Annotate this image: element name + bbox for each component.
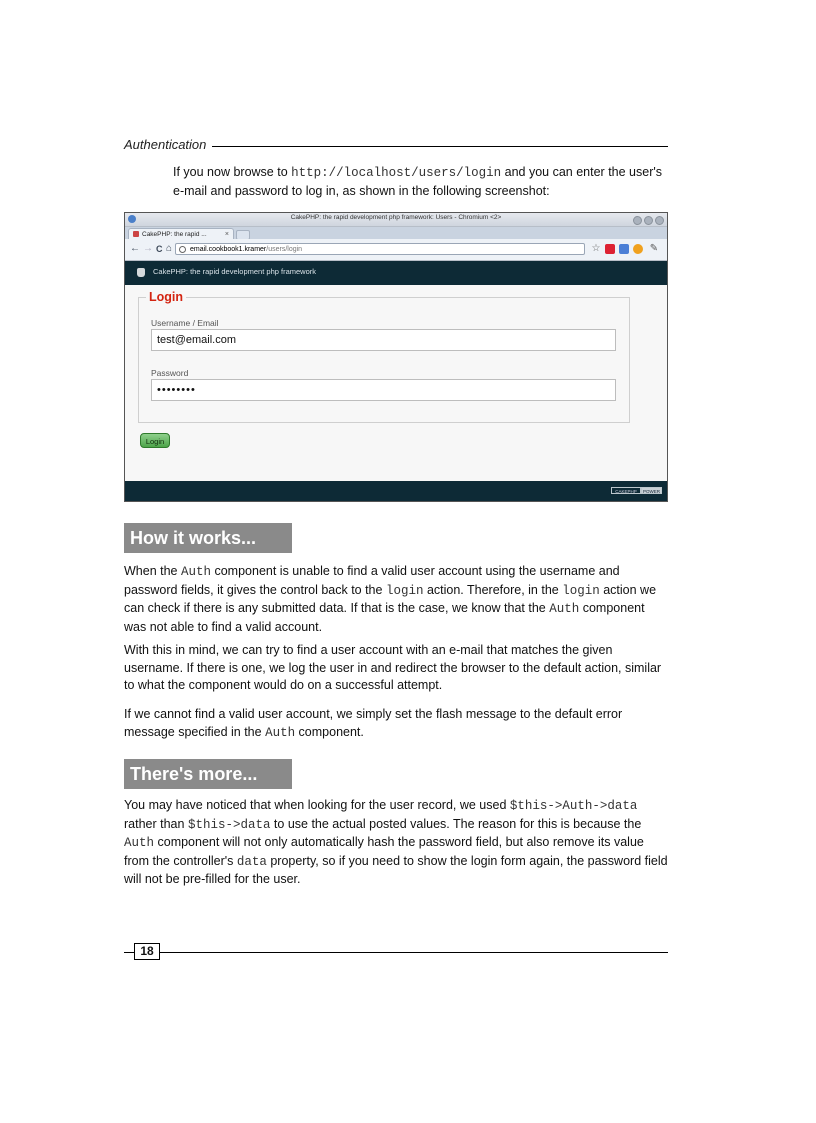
theres-more-paragraph: You may have noticed that when looking for the user record, we used $this->Auth->data rather than $this->data to use the actual posted values. The reason for this is because the Auth component will not only automatically hash the password field, but also remove its value from the controller's data property, so if you need to show the login form again, the password field will not be pre-filled for the user. (124, 798, 668, 886)
running-header (124, 135, 668, 153)
home-icon[interactable]: ⌂ (166, 243, 173, 254)
footer-badge-cakephp[interactable]: CAKEPHP (611, 487, 641, 494)
theres-more-heading: There's more... (124, 759, 292, 789)
tab-close-icon[interactable]: × (224, 231, 229, 238)
how-it-works-heading: How it works... (124, 523, 292, 553)
address-bar[interactable] (175, 243, 585, 255)
page-content (125, 285, 667, 481)
site-footer (125, 481, 667, 501)
close-window-icon[interactable] (655, 216, 664, 225)
login-legend: Login (146, 290, 186, 304)
navigation-bar (125, 239, 667, 261)
browser-screenshot (124, 212, 668, 502)
how-it-works-paragraph-1: When the Auth component is unable to find a valid user account using the username and password fields, it gives the control back to the login action. Therefore, in the login action we can check if there is any submitted data. If that is the case, we know that the Auth component was not able to find a valid account. (124, 564, 657, 634)
how-it-works-paragraph-3: If we cannot find a valid user account, we simply set the flash message to the default error message specified in the Auth component. (124, 707, 623, 740)
intro-text-before: If you now browse to (173, 165, 292, 179)
code-auth: Auth (124, 836, 155, 850)
forward-icon[interactable]: → (143, 243, 153, 254)
intro-paragraph (173, 164, 668, 200)
tab-strip (125, 227, 667, 239)
page-number: 18 (134, 943, 160, 960)
reload-icon[interactable]: C (156, 244, 163, 254)
username-label: Username / Email (151, 318, 219, 328)
password-label: Password (151, 368, 189, 378)
code-login: login (562, 583, 600, 598)
intro-text-after: and you can enter the user's e-mail and password to log in, as shown in the following screenshot: (173, 165, 662, 198)
login-fieldset (138, 290, 630, 423)
code-this-auth-data: $this->Auth->data (509, 799, 638, 813)
footer-right-rule (160, 952, 668, 953)
header-rule (212, 146, 668, 147)
login-button[interactable]: Login (140, 433, 170, 448)
code-login: login (385, 583, 424, 598)
how-it-works-paragraph-2: With this in mind, we can try to find a user account with an e-mail that matches the given username. If there is one, we log the user in and redirect the browser to the default action, similar to what the component would do on a successful attempt. (124, 643, 662, 692)
code-this-data: $this->data (187, 817, 271, 832)
extension-orange-icon[interactable] (633, 244, 643, 254)
cakephp-favicon (133, 231, 139, 237)
wrench-icon[interactable]: ✎ (649, 243, 659, 254)
bookmark-star-icon[interactable]: ☆ (591, 243, 601, 254)
intro-url: http://localhost/users/login (291, 166, 502, 180)
window-title: CakePHP: the rapid development php framework: Users - Chromium <2> (290, 214, 502, 221)
username-input[interactable]: test@email.com (151, 329, 616, 351)
footer-badge-power[interactable]: POWER (642, 489, 660, 494)
window-titlebar (125, 213, 667, 227)
site-header (125, 261, 667, 285)
address-path: /users/login (266, 246, 303, 253)
maximize-icon[interactable] (644, 216, 653, 225)
site-title[interactable]: CakePHP: the rapid development php framework (153, 267, 317, 276)
code-auth: Auth (180, 565, 211, 579)
chapter-title: Authentication (124, 136, 207, 152)
password-input[interactable]: •••••••• (151, 379, 616, 401)
footer-left-rule (124, 952, 134, 953)
code-auth: Auth (265, 725, 296, 740)
gmail-icon[interactable] (605, 244, 615, 254)
globe-icon (179, 246, 186, 253)
address-host: email.cookbook1.kramer (190, 246, 267, 253)
page-footer (124, 943, 668, 961)
back-icon[interactable]: ← (130, 243, 140, 254)
minimize-icon[interactable] (633, 216, 642, 225)
cake-icon (137, 268, 145, 277)
tab-label: CakePHP: the rapid ... (142, 231, 207, 238)
code-data: data (236, 854, 267, 869)
extension-icon[interactable] (619, 244, 629, 254)
code-auth: Auth (549, 602, 580, 616)
